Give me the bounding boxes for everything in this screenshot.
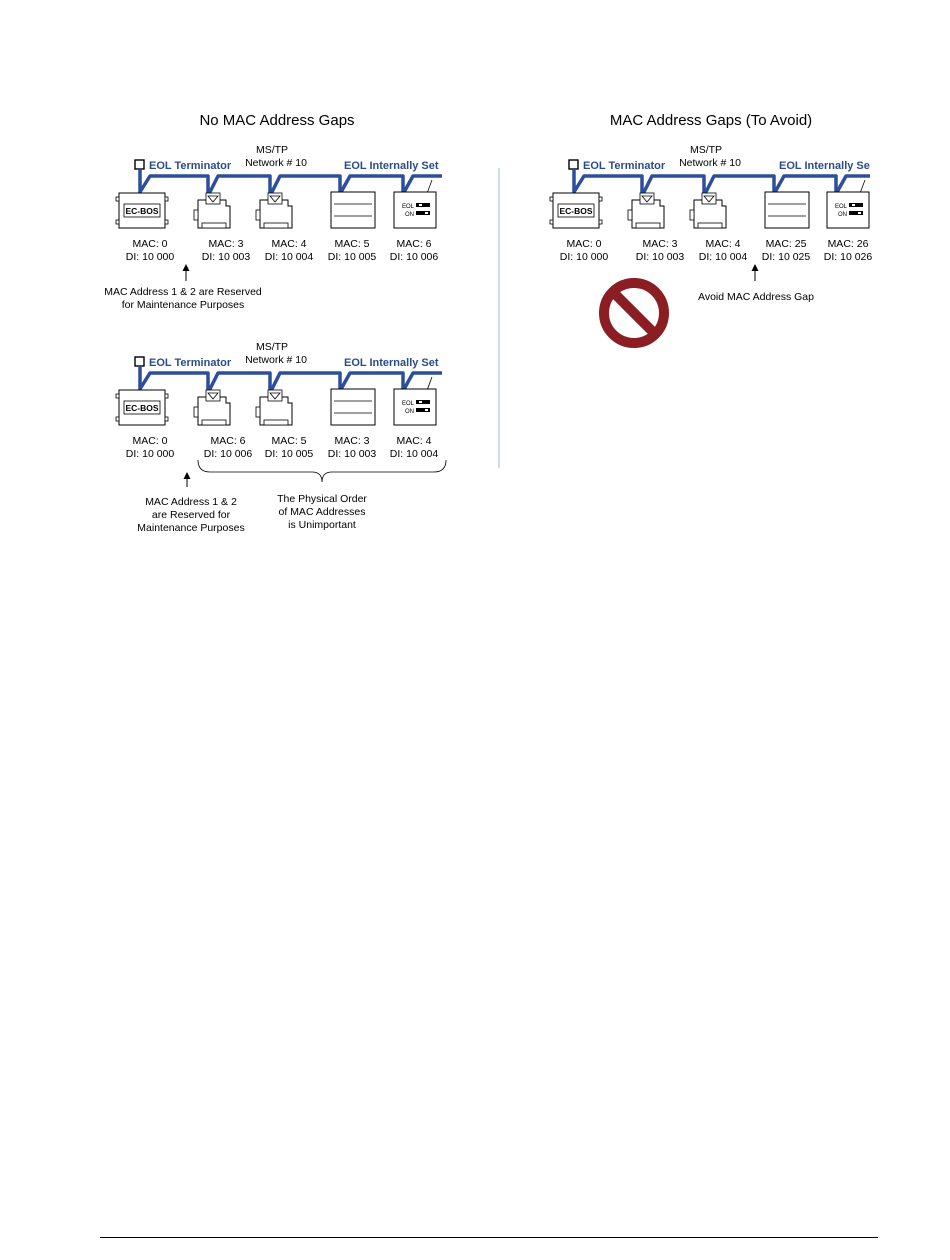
switch-eol-label: EOL [401, 204, 414, 210]
ec-bos-controller [116, 390, 168, 425]
eol-terminator-label: EOL Terminator [149, 357, 232, 369]
eol-terminator-label: EOL Terminator [583, 160, 666, 172]
reserved-note-line2: are Reserved for [151, 509, 231, 521]
generic-controller [331, 192, 375, 228]
device-mac: MAC: 5 [271, 435, 307, 447]
switch-on-label: ON [838, 212, 847, 218]
panel-gaps [550, 112, 872, 343]
device-mac: MAC: 4 [271, 238, 307, 250]
reserved-note-line1: MAC Address 1 & 2 [145, 496, 237, 508]
switch-eol-label: EOL [834, 204, 847, 210]
eol-internal-label: EOL Internally Set [344, 357, 439, 369]
arrow-head-icon [184, 472, 191, 479]
order-note-line2: of MAC Addresses [278, 506, 366, 518]
vav-controller [194, 390, 230, 425]
device-mac: MAC: 3 [334, 435, 370, 447]
device-mac: MAC: 5 [334, 238, 370, 250]
eol-terminator-icon [135, 160, 144, 169]
mstp-bus [574, 169, 870, 196]
vav-controller [256, 390, 292, 425]
switch-eol-label: EOL [401, 401, 414, 407]
device-mac: MAC: 4 [396, 435, 432, 447]
ec-bos-label: EC-BOS [125, 206, 159, 216]
network-label-line1: MS/TP [255, 144, 289, 156]
eol-internal-label: EOL Internally Set [344, 160, 439, 172]
device-di: DI: 10 004 [264, 251, 314, 263]
reserved-note-line1: MAC Address 1 & 2 are Reserved [104, 286, 262, 298]
device-di: DI: 10 004 [698, 251, 748, 263]
grouping-brace [198, 460, 446, 482]
order-note-line1: The Physical Order [277, 493, 367, 505]
switch-on-label: ON [405, 212, 414, 218]
device-di: DI: 10 026 [823, 251, 873, 263]
device-mac: MAC: 0 [566, 238, 602, 250]
dip-switch [416, 400, 430, 404]
reserved-note-line2: for Maintenance Purposes [121, 299, 245, 311]
eol-terminator-icon [135, 357, 144, 366]
arrow-head-icon [183, 264, 190, 271]
generic-controller [765, 192, 809, 228]
vav-controller [690, 193, 726, 228]
device-di: DI: 10 006 [203, 448, 253, 460]
device-di: DI: 10 025 [761, 251, 811, 263]
network-label-line1: MS/TP [689, 144, 723, 156]
avoid-gap-note: Avoid MAC Address Gap [698, 291, 814, 303]
device-di: DI: 10 005 [327, 251, 377, 263]
device-di: DI: 10 000 [125, 251, 175, 263]
device-di: DI: 10 005 [264, 448, 314, 460]
device-mac: MAC: 25 [765, 238, 807, 250]
eol-internal-label: EOL Internally Se [779, 160, 870, 172]
footer-rule [100, 1237, 878, 1238]
device-mac: MAC: 0 [132, 435, 168, 447]
eol-terminator-label: EOL Terminator [149, 160, 232, 172]
dip-switch [849, 203, 863, 207]
vav-controller [256, 193, 292, 228]
device-di: DI: 10 003 [635, 251, 685, 263]
ec-bos-label: EC-BOS [559, 206, 593, 216]
device-di: DI: 10 000 [559, 251, 609, 263]
device-mac: MAC: 3 [208, 238, 244, 250]
panel-reordered [116, 341, 446, 534]
panel-no-gaps-title: No MAC Address Gaps [199, 112, 355, 129]
device-di: DI: 10 006 [389, 251, 439, 263]
generic-controller [331, 389, 375, 425]
device-mac: MAC: 6 [396, 238, 432, 250]
network-label-line1: MS/TP [255, 341, 289, 353]
ec-bos-label: EC-BOS [125, 403, 159, 413]
device-mac: MAC: 26 [827, 238, 869, 250]
eol-terminator-icon [569, 160, 578, 169]
vav-controller [628, 193, 664, 228]
device-di: DI: 10 004 [389, 448, 439, 460]
dip-switch [416, 203, 430, 207]
arrow-head-icon [752, 264, 759, 271]
ec-bos-controller [550, 193, 602, 228]
device-mac: MAC: 6 [210, 435, 246, 447]
panel-gaps-title: MAC Address Gaps (To Avoid) [609, 112, 813, 129]
network-label-line2: Network # 10 [679, 157, 741, 169]
ec-bos-controller [116, 193, 168, 228]
panel-no-gaps [104, 112, 442, 311]
vav-controller [194, 193, 230, 228]
network-label-line2: Network # 10 [245, 157, 307, 169]
network-label-line2: Network # 10 [245, 354, 307, 366]
device-mac: MAC: 4 [705, 238, 741, 250]
device-di: DI: 10 003 [327, 448, 377, 460]
switch-on-label: ON [405, 409, 414, 415]
prohibited-icon [604, 283, 664, 343]
order-note-line3: is Unimportant [288, 519, 356, 531]
eol-controller [394, 192, 436, 228]
device-di: DI: 10 000 [125, 448, 175, 460]
device-mac: MAC: 0 [132, 238, 168, 250]
eol-controller [394, 389, 436, 425]
reserved-note-line3: Maintenance Purposes [137, 522, 245, 534]
device-di: DI: 10 003 [201, 251, 251, 263]
eol-controller [827, 192, 869, 228]
device-mac: MAC: 3 [642, 238, 678, 250]
